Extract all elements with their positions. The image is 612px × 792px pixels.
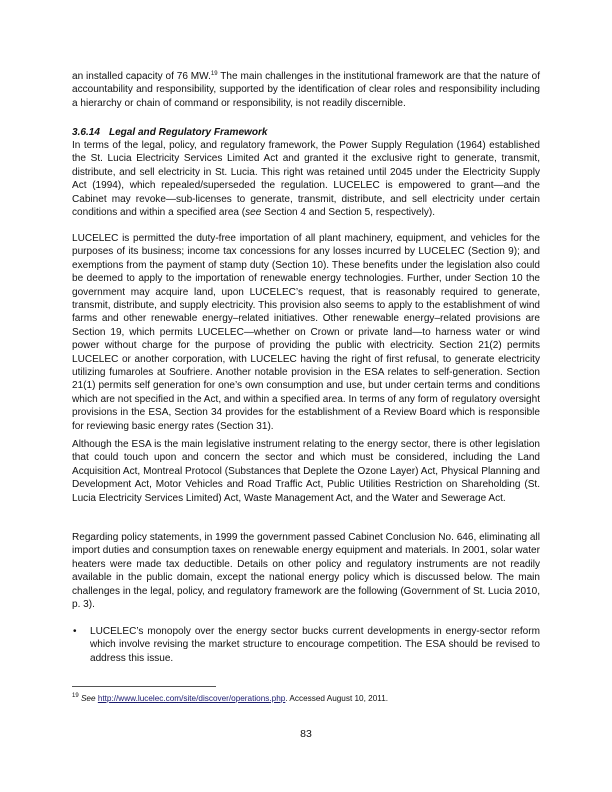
footnote-prefix: See	[80, 694, 96, 703]
paragraph-text: Section 4 and Section 5, respectively).	[261, 207, 436, 219]
footnote-separator	[72, 686, 216, 687]
list-item	[72, 625, 540, 665]
footnote	[72, 693, 388, 704]
footnote-number: 19	[72, 693, 79, 699]
list-item-text: LUCELEC’s monopoly over the energy sector bucks current developments in energy-sector reform which involve revising the market structure to encourage competition. The ESA should be revised to address this issue.	[90, 626, 540, 664]
italic-see: see	[245, 207, 262, 219]
section-title: Legal and Regulatory Framework	[108, 127, 268, 138]
footnote-reference[interactable]: 19	[210, 71, 218, 77]
footnote-suffix: . Accessed August 10, 2011.	[285, 694, 389, 703]
page-number: 83	[300, 728, 312, 740]
footnote-link[interactable]: http://www.lucelec.com/site/discover/operations.php	[97, 694, 286, 703]
paragraph-lucelec-benefits: LUCELEC is permitted the duty-free importation of all plant machinery, equipment, and vehicles for the purposes of its business; income tax concessions for any losses incurred by LUCELEC (Section 9); and exemptions from the payment of stamp duty (Section 10). These benefits under the legislation also could be deemed to apply to the importation of renewable energy technologies. Further, under Section 10 the government may acquire land, upon LUCELEC’s request, that is reasonably required to generate, transmit, distribute, and supply electricity. This provision also seems to apply to the establishment of wind farms and other renewable energy–related initiatives. Other renewable energy–related provisions are Section 19, which permits LUCELEC—whether on Crown or private land—to harness water or wind power without charge for the purpose of providing the public with electricity. Section 21(2) permits LUCELEC or another corporation, with LUCELEC having the right of first refusal, to generate electricity utilizing fumaroles at Soufriere. Another notable provision in the ESA relates to self-generation. Section 21(1) permits self generation for one’s own consumption and use, but under certain terms and conditions which are not specified in the Act, and within a specified area. In terms of any form of regulatory oversight provisions in the ESA, Section 34 provides for the establishment of a Review Board which is responsible for reviewing basic energy rates (Section 31).	[72, 233, 540, 432]
paragraph-institutional-challenges	[72, 70, 540, 110]
paragraph-legal-framework	[72, 139, 540, 219]
bullet-icon: •	[73, 626, 77, 637]
section-number: 3.6.14	[72, 127, 100, 138]
paragraph-other-legislation: Although the ESA is the main legislative instrument relating to the energy sector, there is other legislation that could touch upon and concern the sector and which must be considered, including the Land Acquisition Act, Montreal Protocol (Substances that Deplete the Ozone Layer) Act, Physical Planning and Development Act, Motor Vehicles and Road Traffic Act, Public Utilities Restriction on Shareholding (St. Lucia Electricity Services Limited) Act, Waste Management Act, and the Water and Sewerage Act.	[72, 439, 540, 504]
section-heading	[72, 126, 268, 139]
paragraph-text: In terms of the legal, policy, and regulatory framework, the Power Supply Regulation (1964) established the St. Lucia Electricity Services Limited Act and granted it the exclusive right to generate, transmit, distribute, and sell electricity in St. Lucia. This right was retained until 2045 under the Electricity Supply Act (1994), which repealed/superseded the regulation. LUCELEC is empowered to grant—and the Cabinet may revoke—sub-licenses to generate, transmit, distribute, and sell electricity under certain conditions and within a specified area (	[72, 140, 540, 219]
paragraph-policy-statements: Regarding policy statements, in 1999 the government passed Cabinet Conclusion No. 646, eliminating all import duties and consumption taxes on renewable energy equipment and materials. In 2001, solar water heaters were made tax deductible. Details on other policy and regulatory instruments are not readily available in the public domain, except the national energy policy which is discussed below. The main challenges in the legal, policy, and regulatory framework are the following (Government of St. Lucia 2010, p. 3).	[72, 532, 540, 611]
paragraph-text: The main challenges in the institutional framework are that the nature of accountability and responsibility, supported by the identification of clear roles and responsibility including a hierarchy or chain of command or responsibility, is not readily discernible.	[72, 71, 541, 109]
paragraph-text: an installed capacity of 76 MW.	[72, 71, 211, 82]
challenges-list	[72, 625, 540, 665]
